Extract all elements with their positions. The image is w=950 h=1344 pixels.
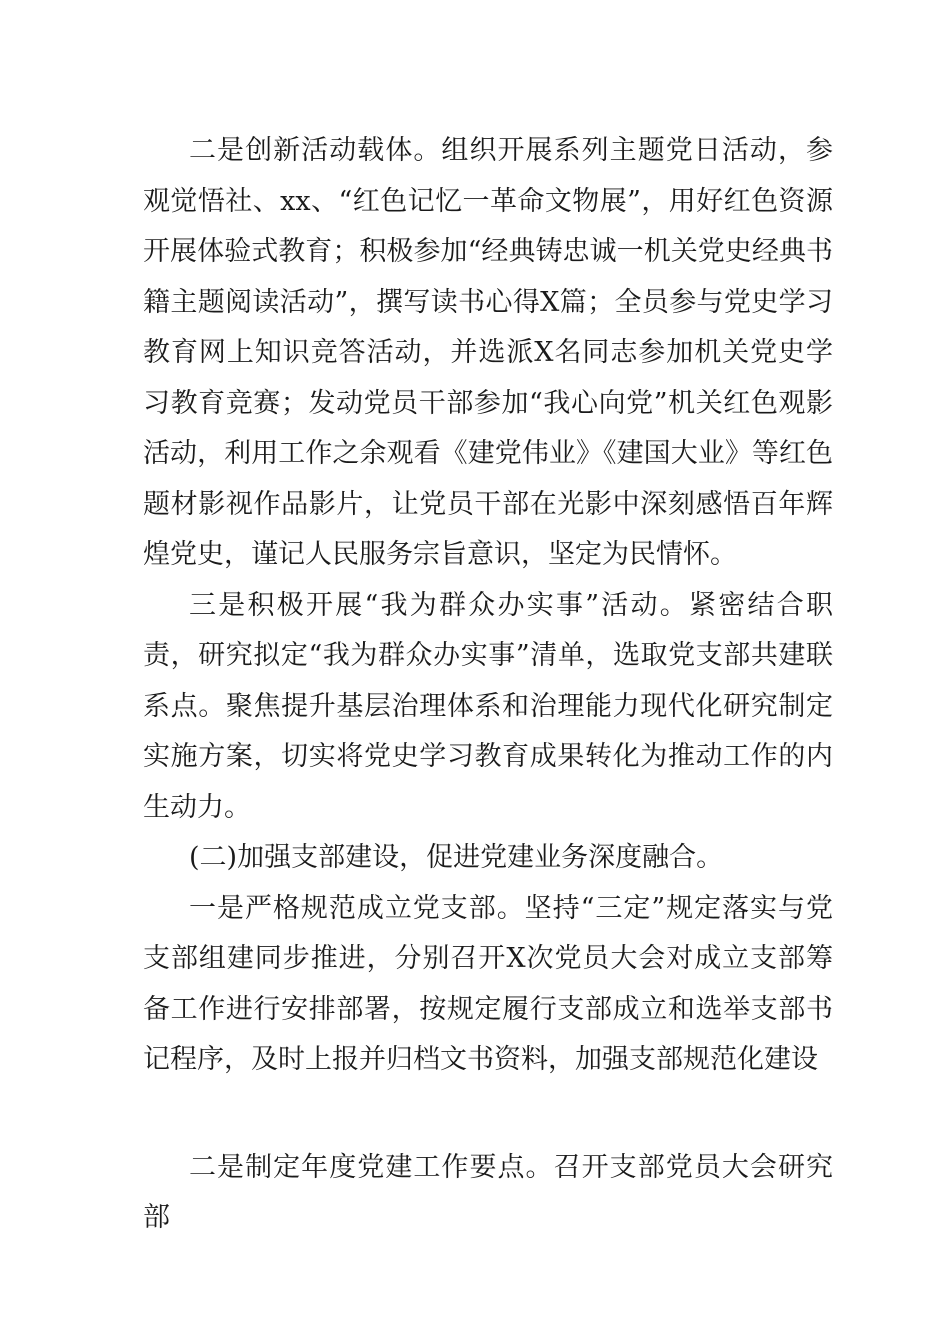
paragraph-establish-branch: 一是严格规范成立党支部。坚持“三定”规定落实与党支部组建同步推进，分别召开X次党员大会对成立支部筹备工作进行安排部署，按规定履行支部成立和选举支部书记程序，及时上报并归档文书资料，加强支部规范化建设 <box>143 892 833 1075</box>
paragraph-activity-carriers: 二是创新活动载体。组织开展系列主题党日活动，参观觉悟社、xx、“红色记忆一革命文物展”，用好红色资源开展体验式教育；积极参加“经典铸忠诚一机关党史经典书籍主题阅读活动”，撰写读书心得X篇；全员参与党史学习教育网上知识竞答活动，并选派X名同志参加机关党史学习教育竞赛；发动党员干部参加“我心向党”机关红色观影活动，利用工作之余观看《建党伟业》《建国大业》等红色题材影视作品影片，让党员干部在光影中深刻感悟百年辉煌党史，谨记人民服务宗旨意识，坚定为民情怀。 <box>143 135 833 570</box>
paragraph-annual-work-points: 二是制定年度党建工作要点。召开支部党员大会研究部 <box>143 1151 833 1233</box>
document-body <box>143 126 833 1233</box>
paragraph-gap <box>143 1086 833 1143</box>
section-heading-branch-building: (二)加强支部建设，促进党建业务深度融合。 <box>189 842 724 873</box>
paragraph-serve-the-people: 三是积极开展“我为群众办实事”活动。紧密结合职责，研究拟定“我为群众办实事”清单，选取党支部共建联系点。聚焦提升基层治理体系和治理能力现代化研究制定实施方案，切实将党史学习教育成果转化为推动工作的内生动力。 <box>143 589 833 823</box>
